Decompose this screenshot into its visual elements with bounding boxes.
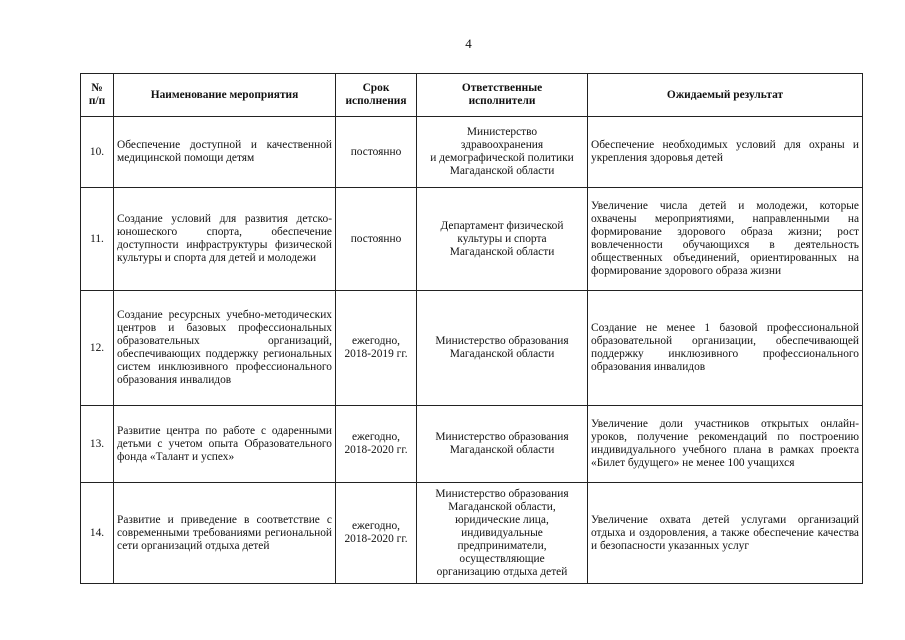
activity-name: Создание условий для развития детско-юношеского спорта, обеспечение доступности инфраструктуры физической культуры и спорта для детей и молодежи [114,188,336,291]
activity-term: ежегодно, 2018-2019 гг. [336,291,417,406]
activity-name: Развитие и приведение в соответствие с современными требованиями региональной сети организаций отдыха детей [114,483,336,584]
activity-term: постоянно [336,117,417,188]
table-row [81,188,863,291]
table-row [81,483,863,584]
row-number: 12. [81,291,114,406]
activity-term: ежегодно, 2018-2020 гг. [336,406,417,483]
activity-name: Создание ресурсных учебно-методических центров и базовых профессиональных образовательных организаций, обеспечивающих поддержку региональных систем инклюзивного профессионального образования инвалидов [114,291,336,406]
table-row [81,291,863,406]
table-row [81,406,863,483]
activity-responsible: Министерство здравоохранения и демографической политики Магаданской области [417,117,588,188]
header-num: № п/п [81,74,114,117]
activity-responsible: Министерство образования Магаданской области [417,291,588,406]
row-number: 13. [81,406,114,483]
activity-term: ежегодно, 2018-2020 гг. [336,483,417,584]
header-result: Ожидаемый результат [588,74,863,117]
activity-name: Развитие центра по работе с одаренными детьми с учетом опыта Образовательного фонда «Талант и успех» [114,406,336,483]
row-number: 10. [81,117,114,188]
activity-responsible: Департамент физической культуры и спорта Магаданской области [417,188,588,291]
page-number: 4 [465,36,472,51]
header-responsible: Ответственные исполнители [417,74,588,117]
table-header-row [81,74,863,117]
header-term: Срок исполнения [336,74,417,117]
activities-table [80,73,863,584]
activity-responsible: Министерство образования Магаданской области [417,406,588,483]
activity-name: Обеспечение доступной и качественной медицинской помощи детям [114,117,336,188]
activity-result: Обеспечение необходимых условий для охраны и укрепления здоровья детей [588,117,863,188]
activity-term: постоянно [336,188,417,291]
activity-result: Создание не менее 1 базовой профессиональной образовательной организации, обеспечивающей поддержку инклюзивного профессионального образования инвалидов [588,291,863,406]
activity-responsible: Министерство образования Магаданской области, юридические лица, индивидуальные предприниматели, осуществляющие организацию отдыха детей [417,483,588,584]
row-number: 14. [81,483,114,584]
activity-result: Увеличение доли участников открытых онлайн-уроков, получение рекомендаций по построению индивидуального учебного плана в рамках проекта «Билет будущего» не менее 100 учащихся [588,406,863,483]
row-number: 11. [81,188,114,291]
activity-result: Увеличение числа детей и молодежи, которые охвачены мероприятиями, направленными на формирование здорового образа жизни; рост вовлеченности обучающихся в деятельность общественных объединений, ориентированных на формирование здорового образа жизни [588,188,863,291]
header-name: Наименование мероприятия [114,74,336,117]
table-row [81,117,863,188]
activity-result: Увеличение охвата детей услугами организаций отдыха и оздоровления, а также обеспечение качества и безопасности указанных услуг [588,483,863,584]
